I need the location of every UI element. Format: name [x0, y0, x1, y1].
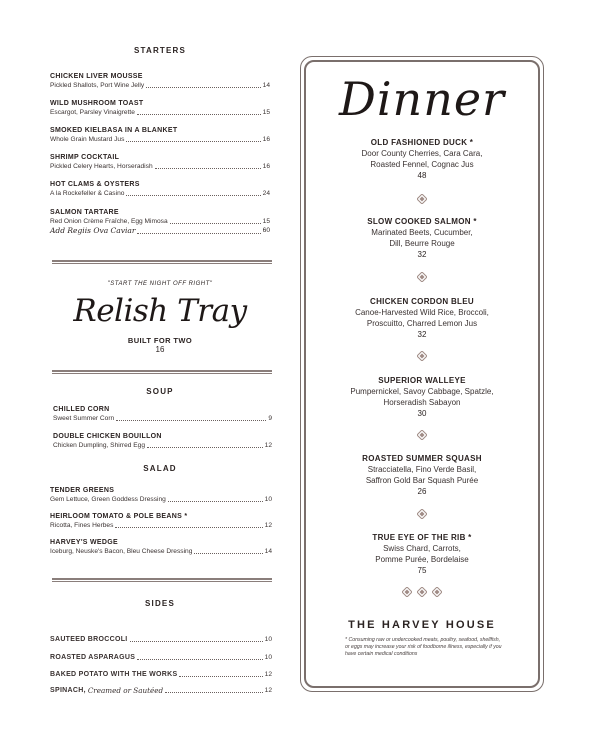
item-name: CHICKEN LIVER MOUSSE: [50, 73, 143, 80]
item-desc: Escargot, Parsley Vinaigrette: [50, 109, 135, 116]
dish-price: 30: [417, 409, 427, 418]
menu-item: [50, 99, 270, 126]
dish-price: 26: [417, 487, 427, 496]
soup-title: SOUP: [146, 387, 174, 396]
dish-desc-line2: Proscuitto, Charred Lemon Jus: [366, 319, 478, 328]
item-price: 12: [264, 671, 272, 678]
item-desc: A la Rockefeller & Casino: [50, 190, 125, 197]
relish-tagline: "START THE NIGHT OFF RIGHT": [107, 281, 213, 287]
leader-dots: [165, 692, 263, 693]
item-name: WILD MUSHROOM TOAST: [50, 100, 144, 107]
item-desc: Iceburg, Neuske's Bacon, Bleu Cheese Dressing: [50, 548, 193, 555]
dish-desc-line2: Horseradish Sabayon: [383, 398, 461, 407]
diamond-ornament-icon: [417, 272, 427, 282]
item-desc: Chicken Dumpling, Shirred Egg: [53, 442, 145, 449]
leader-dots: [147, 447, 263, 448]
addon-label: Add Regiis Ova Caviar: [50, 226, 136, 235]
item-desc: Sweet Summer Corn: [53, 415, 115, 422]
leader-dots: [116, 420, 266, 421]
dish-desc-line1: Swiss Chard, Carrots,: [383, 544, 461, 553]
leader-dots: [137, 114, 261, 115]
item-name: CHILLED CORN: [53, 406, 110, 413]
dish-desc-line1: Door County Cherries, Cara Cara,: [361, 149, 483, 158]
addon-price: 60: [262, 227, 270, 234]
item-desc-row: [53, 441, 272, 450]
dish-desc-line2: Roasted Fennel, Cognac Jus: [370, 160, 474, 169]
sides-title: SIDES: [144, 599, 175, 608]
item-price: 24: [262, 190, 270, 197]
diamond-ornament-row: [402, 587, 442, 597]
leader-dots: [170, 223, 261, 224]
relish-title: Relish Tray: [73, 293, 247, 329]
relish-tray-block: [48, 281, 272, 354]
item-desc: Pickled Celery Hearts, Horseradish: [50, 163, 153, 170]
dish-name: ROASTED SUMMER SQUASH: [362, 454, 482, 463]
item-name: SAUTEED BROCCOLI: [50, 636, 128, 643]
dish-name: TRUE EYE OF THE RIB *: [372, 533, 472, 542]
item-desc-row: [50, 217, 270, 226]
dish-price: 32: [417, 250, 427, 259]
section-divider: [52, 370, 272, 374]
item-name: BAKED POTATO WITH THE WORKS: [50, 671, 178, 678]
item-desc-row: [50, 189, 270, 198]
item-price: 16: [262, 163, 270, 170]
item-name: DOUBLE CHICKEN BOUILLON: [53, 433, 162, 440]
side-item: [50, 644, 272, 662]
side-item: [50, 679, 272, 695]
menu-item: [50, 538, 272, 564]
item-price: 14: [264, 548, 272, 555]
leader-dots: [115, 527, 262, 528]
leader-dots: [194, 553, 262, 554]
salad-title: SALAD: [143, 464, 177, 473]
item-name: HEIRLOOM TOMATO & POLE BEANS *: [50, 513, 188, 520]
menu-item: [53, 432, 272, 459]
dinner-dish: [301, 375, 543, 419]
leader-dots: [130, 641, 263, 642]
item-price: 15: [262, 109, 270, 116]
dinner-dish: [301, 532, 543, 576]
salad-list: [50, 486, 272, 564]
menu-item: [50, 153, 270, 180]
dinner-title: Dinner: [338, 72, 506, 126]
diamond-ornament-icon: [417, 430, 427, 440]
leader-dots: [137, 233, 260, 234]
item-desc-row: [50, 81, 270, 90]
leader-dots: [126, 141, 260, 142]
relish-built-for: BUILT FOR TWO: [127, 336, 193, 345]
item-name: SPINACH,: [50, 687, 86, 694]
menu-item: [50, 208, 270, 226]
item-name: SALMON TARTARE: [50, 209, 119, 216]
leader-dots: [137, 659, 262, 660]
dish-desc-line1: Pumpernickel, Savoy Cabbage, Spatzle,: [350, 387, 494, 396]
diamond-ornament-icon: [417, 509, 427, 519]
dish-desc-line1: Stracciatella, Fino Verde Basil,: [367, 465, 477, 474]
dinner-panel: [300, 56, 544, 692]
dinner-dish: [301, 296, 543, 340]
item-price: 14: [262, 82, 270, 89]
item-desc-row: [50, 162, 270, 171]
dish-desc-line2: Pomme Purée, Bordelaise: [375, 555, 469, 564]
menu-item: [50, 72, 270, 99]
leader-dots: [179, 676, 262, 677]
dish-name: OLD FASHIONED DUCK *: [370, 138, 474, 147]
item-desc-row: [50, 521, 272, 530]
item-price: 12: [264, 687, 272, 694]
diamond-ornament-icon: [417, 194, 427, 204]
item-desc-row: [50, 135, 270, 144]
item-price: 12: [264, 522, 272, 529]
item-desc-row: [50, 108, 270, 117]
item-desc: Gem Lettuce, Green Goddess Dressing: [50, 496, 166, 503]
caviar-addon-row: [50, 226, 270, 236]
dish-price: 75: [417, 566, 427, 575]
starters-section: [48, 46, 272, 55]
item-name: ROASTED ASPARAGUS: [50, 654, 136, 661]
item-script-option: Creamed or Sautéed: [87, 686, 164, 695]
dinner-dish: [301, 137, 543, 181]
item-price: 10: [264, 496, 272, 503]
menu-item: [50, 512, 272, 538]
item-price: 10: [264, 636, 272, 643]
side-item: [50, 626, 272, 644]
dish-desc-line1: Canoe-Harvested Wild Rice, Broccoli,: [355, 308, 489, 317]
item-name: TENDER GREENS: [50, 487, 115, 494]
item-desc-row: [50, 495, 272, 504]
dish-desc-line2: Dill, Beurre Rouge: [389, 239, 455, 248]
section-divider: [52, 260, 272, 264]
item-price: 15: [262, 218, 270, 225]
diamond-ornament-icon: [432, 587, 442, 597]
diamond-ornament-icon: [402, 587, 412, 597]
relish-price: 16: [155, 345, 165, 354]
soup-list: [53, 405, 272, 459]
starters-list: [50, 72, 270, 236]
dish-price: 32: [417, 330, 427, 339]
item-desc-row: [53, 414, 272, 423]
item-price: 16: [262, 136, 270, 143]
leader-dots: [146, 87, 260, 88]
leader-dots: [155, 168, 261, 169]
dish-name: CHICKEN CORDON BLEU: [370, 297, 474, 306]
leader-dots: [168, 501, 263, 502]
item-price: 9: [268, 415, 272, 422]
restaurant-brand: THE HARVEY HOUSE: [348, 619, 496, 631]
menu-item: [53, 405, 272, 432]
menu-item: [50, 180, 270, 208]
item-name: SHRIMP COCKTAIL: [50, 154, 120, 161]
item-desc: Ricotta, Fines Herbes: [50, 522, 114, 529]
sides-list: [50, 626, 272, 695]
item-price: 12: [264, 442, 272, 449]
food-safety-disclaimer: * Consuming raw or undercooked meats, poultry, seafood, shellfish, or eggs may increase your risk of foodborne illness, especially if you have certain medical conditions: [345, 637, 502, 657]
item-desc-row: [50, 547, 272, 556]
item-name: HOT CLAMS & OYSTERS: [50, 181, 140, 188]
dish-price: 48: [417, 171, 427, 180]
item-name: HARVEY'S WEDGE: [50, 539, 118, 546]
dinner-dish: [301, 216, 543, 260]
dish-name: SUPERIOR WALLEYE: [378, 376, 466, 385]
item-desc: Whole Grain Mustard Jus: [50, 136, 125, 143]
item-desc: Pickled Shallots, Port Wine Jelly: [50, 82, 145, 89]
dish-desc-line2: Saffron Gold Bar Squash Purée: [365, 476, 479, 485]
section-divider: [52, 578, 272, 582]
diamond-ornament-icon: [417, 351, 427, 361]
item-price: 10: [264, 654, 272, 661]
leader-dots: [126, 195, 260, 196]
diamond-ornament-icon: [417, 587, 427, 597]
menu-item: [50, 486, 272, 512]
dish-name: SLOW COOKED SALMON *: [367, 217, 477, 226]
dinner-dish: [301, 453, 543, 497]
starters-title: STARTERS: [133, 46, 187, 55]
menu-item: [50, 126, 270, 153]
side-item: [50, 662, 272, 679]
item-desc: Red Onion Crème Fraîche, Egg Mimosa: [50, 218, 168, 225]
dish-desc-line1: Marinated Beets, Cucumber,: [371, 228, 473, 237]
item-name: SMOKED KIELBASA IN A BLANKET: [50, 127, 178, 134]
